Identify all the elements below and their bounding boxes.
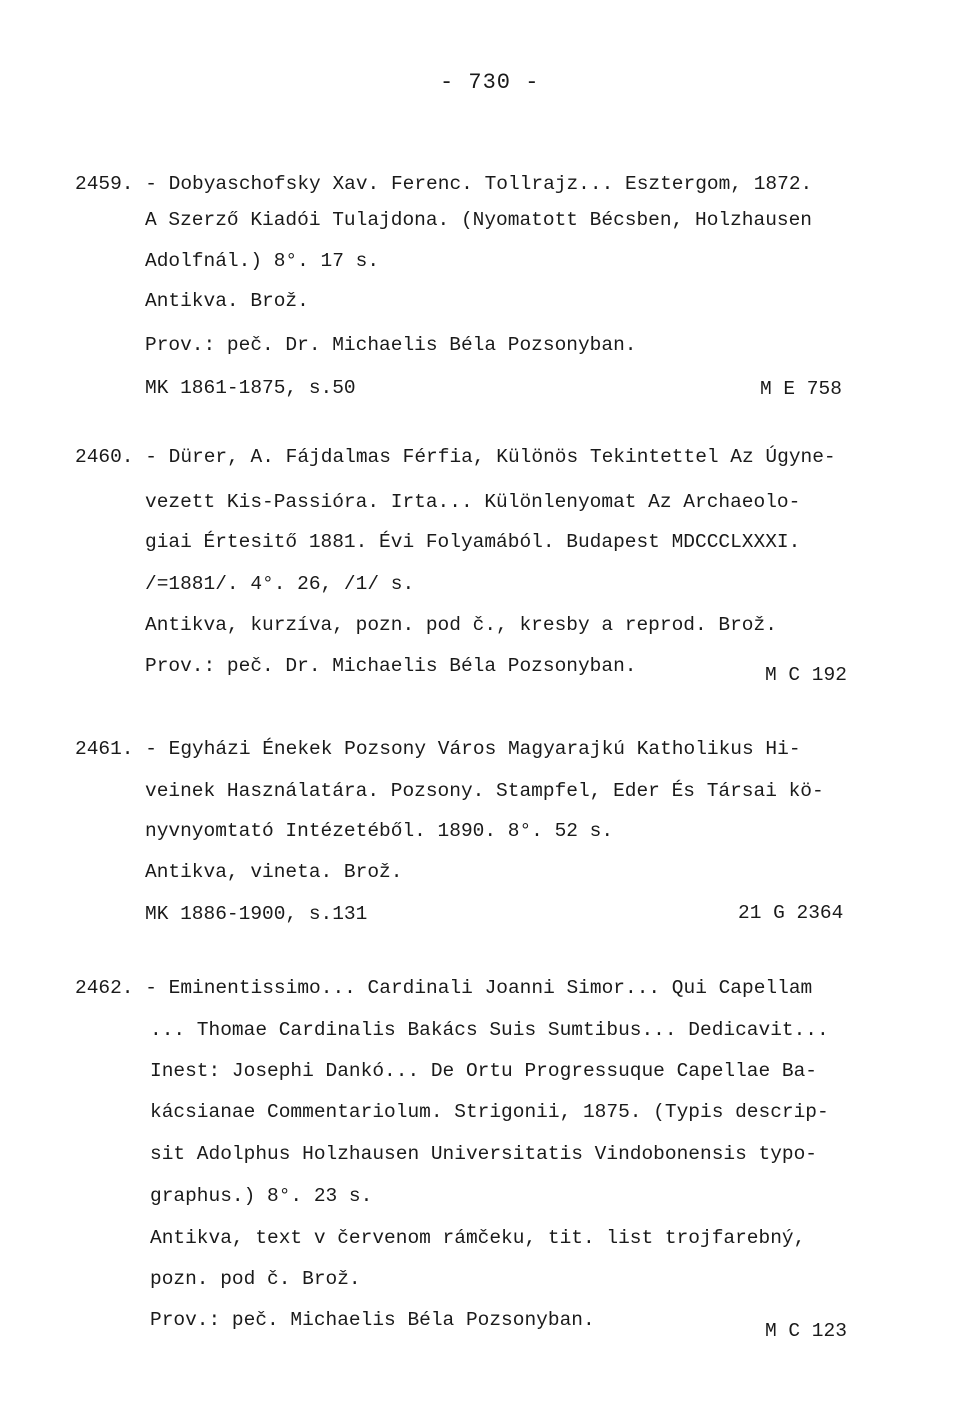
entry-2460-signature: M C 192 [765, 664, 847, 686]
entry-2462-line-5: sit Adolphus Holzhausen Universitatis Vindobonensis typo- [150, 1143, 818, 1165]
entry-2459-signature: M E 758 [760, 378, 842, 400]
entry-2459-line-2: A Szerző Kiadói Tulajdona. (Nyomatott Bécsben, Holzhausen [145, 209, 813, 231]
entry-2462-line-8: pozn. pod č. Brož. [150, 1268, 361, 1290]
entry-2462-line-7: Antikva, text v červenom rámčeku, tit. list trojfarebný, [150, 1227, 806, 1249]
entry-2459-line-6: MK 1861-1875, s.50 [145, 377, 356, 399]
entry-2459-line-1: 2459. - Dobyaschofsky Xav. Ferenc. Tollrajz... Esztergom, 1872. [75, 173, 813, 195]
entry-2460-line-3: giai Értesitő 1881. Évi Folyamából. Budapest MDCCCLXXXI. [145, 531, 801, 553]
entry-2462-line-3: Inest: Josephi Dankó... De Ortu Progressuque Capellae Ba- [150, 1060, 818, 1082]
entry-2462-line-6: graphus.) 8°. 23 s. [150, 1185, 373, 1207]
entry-2460-line-5: Antikva, kurzíva, pozn. pod č., kresby a reprod. Brož. [145, 614, 777, 636]
entry-2462-line-9: Prov.: peč. Michaelis Béla Pozsonyban. [150, 1309, 595, 1331]
entry-2461-line-5: MK 1886-1900, s.131 [145, 903, 368, 925]
entry-2462-line-1: 2462. - Eminentissimo... Cardinali Joanni Simor... Qui Capellam [75, 977, 813, 999]
entry-2462-line-2: ... Thomae Cardinalis Bakács Suis Sumtibus... Dedicavit... [150, 1019, 829, 1041]
entry-2459-line-4: Antikva. Brož. [145, 290, 309, 312]
entry-2461-signature: 21 G 2364 [738, 902, 844, 924]
entry-2460-line-1: 2460. - Dürer, A. Fájdalmas Férfia, Különös Tekintettel Az Úgyne- [75, 446, 836, 468]
entry-2461-line-3: nyvnyomtató Intézetéből. 1890. 8°. 52 s. [145, 820, 614, 842]
entry-2462-line-4: kácsianae Commentariolum. Strigonii, 1875. (Typis descrip- [150, 1101, 829, 1123]
entry-2461-line-1: 2461. - Egyházi Énekek Pozsony Város Magyarajkú Katholikus Hi- [75, 738, 801, 760]
entry-2460-line-4: /=1881/. 4°. 26, /1/ s. [145, 573, 415, 595]
entry-2460-line-6: Prov.: peč. Dr. Michaelis Béla Pozsonyban. [145, 655, 637, 677]
page-number: - 730 - [440, 70, 540, 95]
entry-2459-line-5: Prov.: peč. Dr. Michaelis Béla Pozsonyban. [145, 334, 637, 356]
entry-2462-signature: M C 123 [765, 1320, 847, 1342]
entry-2460-line-2: vezett Kis-Passióra. Irta... Különlenyomat Az Archaeolo- [145, 491, 801, 513]
entry-2461-line-4: Antikva, vineta. Brož. [145, 861, 403, 883]
entry-2461-line-2: veinek Használatára. Pozsony. Stampfel, Eder És Társai kö- [145, 780, 824, 802]
entry-2459-line-3: Adolfnál.) 8°. 17 s. [145, 250, 380, 272]
